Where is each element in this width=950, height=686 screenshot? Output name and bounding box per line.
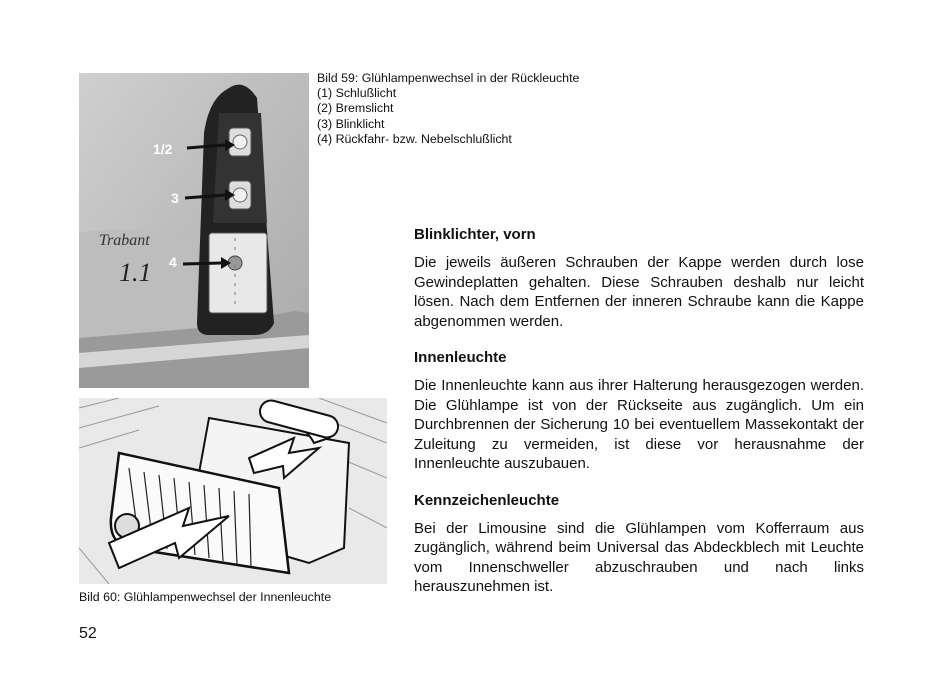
svg-text:Trabant: Trabant	[99, 232, 150, 249]
caption-item-1: (1) Schlußlicht	[317, 86, 397, 101]
section-text-blinklichter: Die jeweils äußeren Schrauben der Kappe werden durch lose Gewindeplatten gehalten. Diese Schrauben deshalb nur leicht lösen. Nach dem Entfernen der inneren Schraube kann die Kappe abgenommen werden.	[414, 254, 864, 330]
page-number: 52	[79, 625, 97, 642]
svg-text:1.1: 1.1	[119, 258, 152, 287]
figure-60-illustration	[79, 398, 387, 584]
section-heading-kennzeichenleuchte: Kennzeichenleuchte	[414, 491, 560, 509]
section-heading-innenleuchte: Innenleuchte	[414, 349, 507, 366]
caption-item-4: (4) Rückfahr- bzw. Nebelschlußlicht	[317, 131, 512, 146]
caption-title: Bild 59: Glühlampenwechsel in der Rückleuchte	[317, 71, 580, 85]
text-column	[414, 226, 864, 615]
section-text-innenleuchte: Die Innenleuchte kann aus ihrer Halterung herausgezogen werden. Die Glühlampe ist von der Rückseite aus zugänglich. Um ein Durchbrennen der Sicherung 10 bei eventuellem Massekontakt der Zuleitung zu vermeiden, ist diese vor herausnahme der Innenleuchte auszubauen.	[414, 377, 864, 472]
section-text-kennzeichenleuchte: Bei der Limousine sind die Glühlampen vom Kofferraum aus zugänglich, während beim Universal das Abdeckblech mit Leuchte vom Innenschweller abzuschrauben und nach links herauszunehmen ist.	[414, 519, 864, 595]
caption-item-3: (3) Blinklicht	[317, 116, 385, 131]
figure-59-caption	[317, 71, 677, 147]
figure-59-photo	[79, 73, 309, 388]
callout-label-3: 3	[171, 190, 179, 206]
figure-60-caption: Bild 60: Glühlampenwechsel der Innenleuchte	[79, 590, 332, 604]
caption-item-2: (2) Bremslicht	[317, 101, 394, 116]
callout-label-4: 4	[169, 254, 177, 270]
callout-label-1-2: 1/2	[153, 141, 173, 157]
section-heading-blinklichter: Blinklichter, vorn	[414, 226, 536, 243]
